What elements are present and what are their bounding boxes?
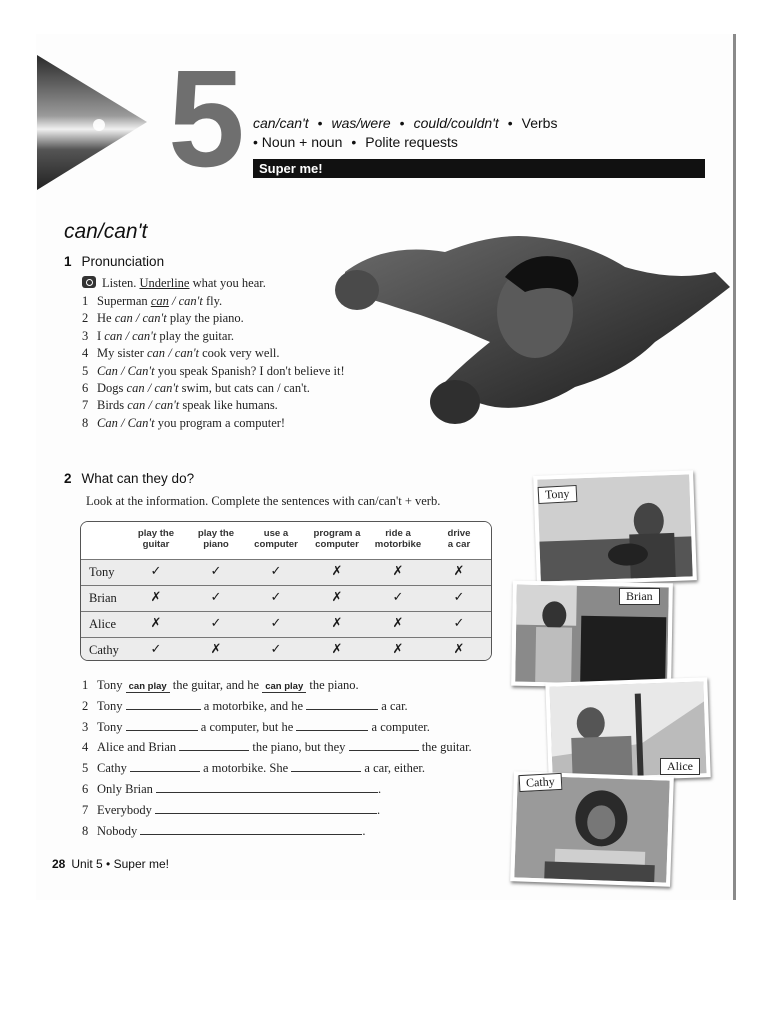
table-cell: ✗ xyxy=(392,616,404,631)
answer-blank[interactable] xyxy=(291,761,361,772)
table-cell: ✓ xyxy=(210,590,222,605)
unit-title-bar: Super me! xyxy=(253,159,705,178)
table-row xyxy=(81,559,491,585)
list-item: 8 Can / Can't you program a computer! xyxy=(82,415,286,430)
column-header: play the piano xyxy=(197,528,235,550)
list-item: 2 Tony a motorbike, and he a car. xyxy=(82,698,408,713)
list-item: 1 Tony can play the guitar, and he can play the piano. xyxy=(82,678,359,692)
topic: Verbs xyxy=(521,115,558,131)
answer-blank[interactable] xyxy=(130,761,200,772)
column-header: play the guitar xyxy=(137,528,175,550)
list-item: 3 I can / can't play the guitar. xyxy=(82,328,235,343)
page-footer: 28 Unit 5 • Super me! xyxy=(52,857,169,871)
exercise-2-heading xyxy=(64,471,194,486)
answer-blank[interactable] xyxy=(179,740,249,751)
answer-blank[interactable] xyxy=(296,720,368,731)
exercise-2-instruction: Look at the information. Complete the sentences with can/can't + verb. xyxy=(86,494,441,508)
table-cell: ✓ xyxy=(150,642,162,657)
table-cell: ✗ xyxy=(392,642,404,657)
woman-laptop-image xyxy=(514,775,669,882)
page-number: 28 xyxy=(52,857,66,871)
exercise-number: 1 xyxy=(64,254,72,269)
list-item: 7 Birds can / can't speak like humans. xyxy=(82,398,278,413)
topic: Polite requests xyxy=(365,134,458,150)
list-item: 3 Tony a computer, but he a computer. xyxy=(82,719,430,734)
table-cell: ✓ xyxy=(270,590,282,605)
list-item: 5 Can / Can't you speak Spanish? I don't believe it! xyxy=(82,363,345,378)
flying-man-photo xyxy=(325,212,737,442)
answer-blank[interactable] xyxy=(156,782,378,793)
table-cell: ✓ xyxy=(270,642,282,657)
row-name: Brian xyxy=(89,591,117,605)
unit-number: 5 xyxy=(168,42,241,196)
list-item: 4 My sister can / can't cook very well. xyxy=(82,346,280,361)
landscape-triangle-image xyxy=(37,55,147,190)
column-header: ride a motorbike xyxy=(374,528,422,550)
section-title: can/can't xyxy=(64,220,148,243)
table-row xyxy=(81,585,491,611)
table-cell: ✓ xyxy=(453,616,465,631)
list-item: 4 Alice and Brian the piano, but they the guitar. xyxy=(82,740,472,755)
exercise-title: Pronunciation xyxy=(81,254,165,269)
table-cell: ✗ xyxy=(150,590,162,605)
row-name: Alice xyxy=(89,617,117,631)
answer-blank[interactable] xyxy=(349,740,419,751)
table-cell: ✗ xyxy=(331,564,343,579)
list-item: 7 Everybody . xyxy=(82,802,381,817)
page-edge xyxy=(733,34,736,900)
table-cell: ✓ xyxy=(210,616,222,631)
list-item: 6 Only Brian . xyxy=(82,781,382,796)
answer-blank[interactable] xyxy=(155,803,377,814)
photo-label-tony: Tony xyxy=(538,485,577,504)
column-header: use a computer xyxy=(254,528,298,550)
topic: could/couldn't xyxy=(413,115,499,131)
list-item: 2 He can / can't play the piano. xyxy=(82,311,244,326)
table-cell: ✓ xyxy=(150,564,162,579)
table-cell: ✓ xyxy=(270,616,282,631)
table-cell: ✗ xyxy=(331,616,343,631)
exercise-1-heading xyxy=(64,254,164,269)
photo-label-alice: Alice xyxy=(660,758,700,775)
table-cell: ✓ xyxy=(392,590,404,605)
abilities-table xyxy=(80,521,492,661)
table-cell: ✗ xyxy=(453,642,465,657)
column-header: program a computer xyxy=(313,528,361,550)
topic: can/can't xyxy=(253,115,309,131)
table-cell: ✗ xyxy=(392,564,404,579)
answer-blank[interactable] xyxy=(140,824,362,835)
table-cell: ✓ xyxy=(453,590,465,605)
table-cell: ✓ xyxy=(270,564,282,579)
table-row xyxy=(81,611,491,637)
answer-blank[interactable] xyxy=(126,720,198,731)
topic: was/were xyxy=(331,115,391,131)
answer-blank[interactable] xyxy=(306,699,378,710)
table-cell: ✗ xyxy=(331,590,343,605)
table-header xyxy=(81,522,491,559)
list-item: 6 Dogs can / can't swim, but cats can / can't. xyxy=(82,380,310,395)
sentence-list xyxy=(82,678,472,844)
topic: Noun + noun xyxy=(261,134,343,150)
row-name: Cathy xyxy=(89,643,119,657)
exercise-title: What can they do? xyxy=(81,471,195,486)
table-cell: ✗ xyxy=(331,642,343,657)
list-item: 5 Cathy a motorbike. She a car, either. xyxy=(82,761,425,776)
audio-icon[interactable] xyxy=(82,276,96,288)
photo-label-cathy: Cathy xyxy=(519,773,563,792)
list-item: 1 Superman can / can't fly. xyxy=(82,294,223,308)
list-item: 8 Nobody . xyxy=(82,823,366,838)
table-cell: ✓ xyxy=(210,564,222,579)
photo-label-brian: Brian xyxy=(619,588,660,605)
exercise-number: 2 xyxy=(64,471,72,486)
answer-blank[interactable] xyxy=(126,699,201,710)
row-name: Tony xyxy=(89,565,115,579)
table-cell: ✗ xyxy=(210,642,222,657)
table-cell: ✗ xyxy=(453,564,465,579)
column-header: drive a car xyxy=(447,528,471,550)
unit-topics: can/can't • was/were • could/couldn't • Verbs • Noun + noun • Polite requests xyxy=(253,115,558,150)
table-row xyxy=(81,637,491,661)
example-answer: can play xyxy=(126,681,170,693)
table-cell: ✗ xyxy=(150,616,162,631)
pronunciation-list xyxy=(82,294,345,433)
exercise-1-instruction: Listen. Underline what you hear. xyxy=(82,276,266,291)
example-answer: can play xyxy=(262,681,306,693)
